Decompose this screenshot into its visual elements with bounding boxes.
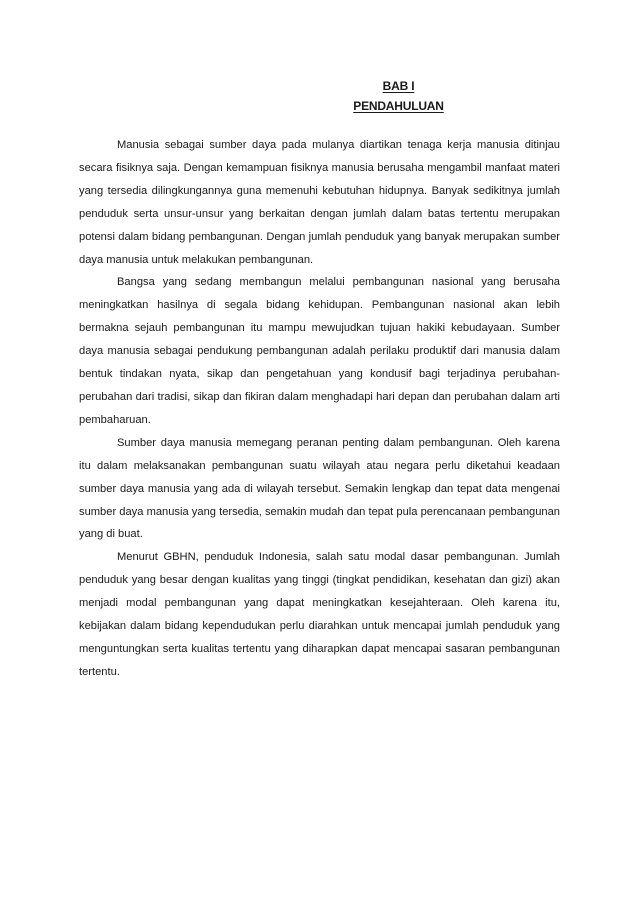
chapter-title: PENDAHULUAN — [353, 99, 444, 113]
body-text — [79, 134, 560, 684]
paragraph-4: Menurut GBHN, penduduk Indonesia, salah satu modal dasar pembangunan. Jumlah penduduk yang besar dengan kualitas yang tinggi (tingkat pendidikan, kesehatan dan gizi) akan menjadi modal pembangunan yang dapat meningkatkan kesejahteraan. Oleh karena itu, kebijakan dalam bidang kependudukan perlu diarahkan untuk mencapai jumlah penduduk yang menguntungkan serta kualitas tertentu yang diharapkan dapat mencapai sasaran pembangunan tertentu. — [79, 551, 560, 678]
chapter-number: BAB I — [382, 79, 415, 93]
paragraph-1: Manusia sebagai sumber daya pada mulanya diartikan tenaga kerja manusia ditinjau secara fisiknya saja. Dengan kemampuan fisiknya manusia berusaha mengambil manfaat materi yang tersedia dilingkungannya guna memenuhi kebutuhan hidupnya. Banyak sedikitnya jumlah penduduk serta unsur-unsur yang berkaitan dengan jumlah dalam batas tertentu merupakan potensi dalam bidang pembangunan. Dengan jumlah penduduk yang banyak merupakan sumber daya manusia untuk melakukan pembangunan. — [79, 139, 560, 266]
paragraph-2: Bangsa yang sedang membangun melalui pembangunan nasional yang berusaha meningkatkan hasilnya di segala bidang kehidupan. Pembangunan nasional akan lebih bermakna sejauh pembangunan itu mampu mewujudkan tujuan hakiki kebudayaan. Sumber daya manusia sebagai pendukung pembangunan adalah perilaku produktif dari manusia dalam bentuk tindakan nyata, sikap dan pengetahuan yang kondusif bagi terjadinya perubahan-perubahan dari tradisi, sikap dan fikiran dalam menghadapi hari depan dan perubahan dalam arti pembaharuan. — [79, 276, 560, 426]
document-page — [79, 76, 560, 684]
paragraph-3: Sumber daya manusia memegang peranan penting dalam pembangunan. Oleh karena itu dalam melaksanakan pembangunan suatu wilayah atau negara perlu diketahui keadaan sumber daya manusia yang ada di wilayah tersebut. Semakin lengkap dan tepat data mengenai sumber daya manusia yang tersedia, semakin mudah dan tepat pula perencanaan pembangunan yang di buat. — [79, 436, 560, 541]
